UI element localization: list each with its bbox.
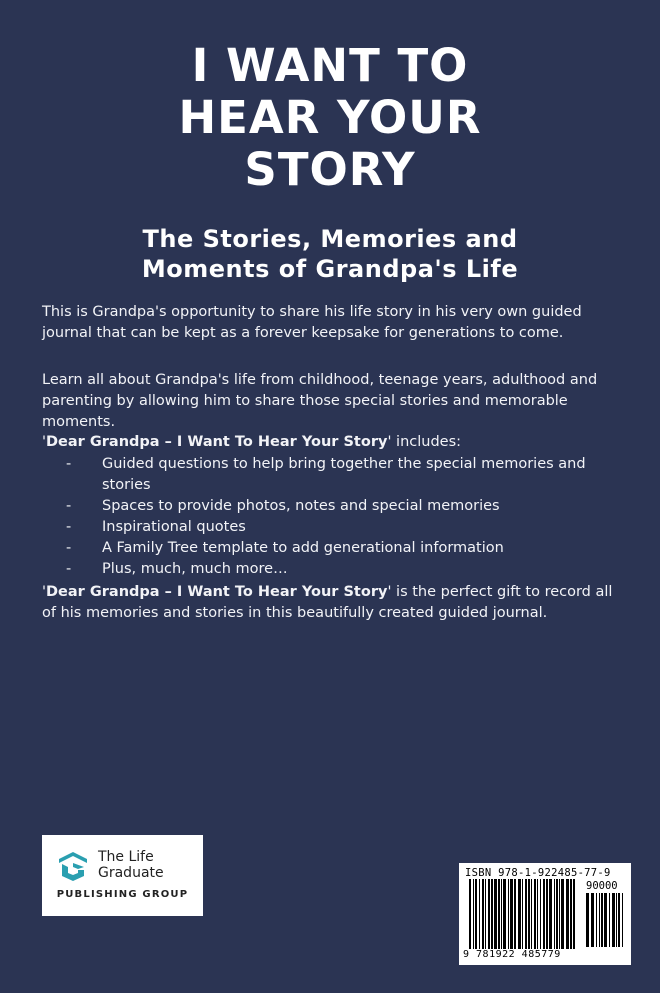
- barcode-bar: [508, 879, 509, 949]
- barcode-bar: [494, 879, 497, 949]
- barcode-bar: [570, 879, 572, 949]
- title-line-2: HEAR YOUR: [178, 91, 482, 144]
- barcode-bar: [604, 893, 607, 947]
- barcode-bar: [622, 893, 623, 947]
- barcode-bars: [469, 879, 579, 949]
- barcode-bar: [469, 879, 471, 949]
- barcode-bar: [531, 879, 532, 949]
- barcode-bar: [510, 879, 513, 949]
- feature-item: [42, 559, 620, 580]
- description-paragraph-2: Learn all about Grandpa's life from childhood, teenage years, adulthood and parenting by allowing him to share those special stories and memorable moments.: [42, 372, 598, 430]
- quote-close: ': [387, 584, 392, 600]
- barcode-bar: [612, 893, 615, 947]
- barcode-bar: [485, 879, 486, 949]
- ean-number: 9 781922 485779: [463, 949, 561, 960]
- bullet-dash: -: [66, 519, 72, 535]
- book-title: [0, 40, 660, 196]
- barcode-bar: [522, 879, 523, 949]
- quote-open: ': [42, 434, 46, 450]
- barcode-bar: [518, 879, 521, 949]
- publisher-name: [98, 849, 164, 881]
- barcode-bar: [616, 893, 617, 947]
- barcode-bar: [586, 893, 589, 947]
- description-paragraph-1: This is Grandpa's opportunity to share his life story in his very own guided journal that can be kept as a forever keepsake for generations to come.: [42, 304, 582, 341]
- feature-text: Plus, much, much more…: [102, 561, 288, 577]
- subtitle-line-2: Moments of Grandpa's Life: [141, 255, 519, 283]
- feature-text: Inspirational quotes: [102, 519, 246, 535]
- barcode-bar: [491, 879, 493, 949]
- barcode-bar: [566, 879, 569, 949]
- isbn-number: ISBN 978-1-922485-77-9: [465, 867, 611, 879]
- barcode-bar: [543, 879, 545, 949]
- quote-open: ': [42, 584, 46, 600]
- barcode-bar: [546, 879, 548, 949]
- feature-item: [42, 496, 620, 517]
- barcode-bar: [488, 879, 490, 949]
- includes-suffix: includes:: [391, 434, 462, 450]
- barcode-bar: [573, 879, 575, 949]
- barcode-bar: [514, 879, 516, 949]
- barcode-bar: [503, 879, 506, 949]
- book-subtitle: [0, 224, 660, 284]
- barcode-bar: [549, 879, 552, 949]
- quote-close: ': [387, 434, 392, 450]
- barcode-bar: [540, 879, 541, 949]
- publisher-group: PUBLISHING GROUP: [56, 889, 189, 900]
- isbn-barcode: [459, 863, 631, 965]
- barcode-bar: [596, 893, 597, 947]
- closing-paragraph: [42, 582, 620, 624]
- publisher-name-line-1: The Life: [98, 849, 154, 865]
- feature-item: [42, 517, 620, 538]
- publisher-logo: [42, 835, 203, 916]
- barcode-bar: [479, 879, 480, 949]
- barcode-bar: [609, 893, 610, 947]
- feature-item: [42, 454, 620, 496]
- barcode-bar: [559, 879, 560, 949]
- bullet-dash: -: [66, 498, 72, 514]
- title-line-3: STORY: [244, 143, 416, 196]
- title-line-1: I WANT TO: [191, 39, 469, 92]
- barcode-bar: [501, 879, 502, 949]
- includes-intro: [42, 432, 620, 453]
- price-code: 90000: [586, 880, 618, 892]
- barcode-bar: [599, 893, 600, 947]
- barcode-bar: [561, 879, 564, 949]
- feature-item: [42, 538, 620, 559]
- graduation-cap-logo-icon: [56, 849, 90, 883]
- barcode-bar: [498, 879, 500, 949]
- barcode-bar: [525, 879, 527, 949]
- barcode-bar: [473, 879, 474, 949]
- feature-text: Spaces to provide photos, notes and special memories: [102, 498, 500, 514]
- barcode-bar: [475, 879, 477, 949]
- barcode-bar: [482, 879, 484, 949]
- bullet-dash: -: [66, 561, 72, 577]
- feature-text: A Family Tree template to add generational information: [102, 540, 504, 556]
- barcode-addon-bars: [586, 893, 626, 947]
- publisher-name-line-2: Graduate: [98, 865, 164, 881]
- barcode-bar: [537, 879, 538, 949]
- feature-text: Guided questions to help bring together the special memories and stories: [102, 456, 586, 493]
- feature-list: [42, 454, 620, 580]
- barcode-bar: [554, 879, 555, 949]
- barcode-bar: [591, 893, 594, 947]
- barcode-bar: [534, 879, 536, 949]
- barcode-bar: [528, 879, 530, 949]
- bullet-dash: -: [66, 456, 72, 472]
- barcode-bar: [618, 893, 620, 947]
- barcode-bar: [601, 893, 603, 947]
- closing-text: is the perfect gift to record all of his memories and stories in this beautifully created guided journal.: [42, 584, 613, 621]
- barcode-bar: [556, 879, 558, 949]
- book-name-bold: Dear Grandpa – I Want To Hear Your Story: [46, 434, 388, 450]
- bullet-dash: -: [66, 540, 72, 556]
- subtitle-line-1: The Stories, Memories and: [142, 225, 518, 253]
- book-name-bold: Dear Grandpa – I Want To Hear Your Story: [46, 584, 388, 600]
